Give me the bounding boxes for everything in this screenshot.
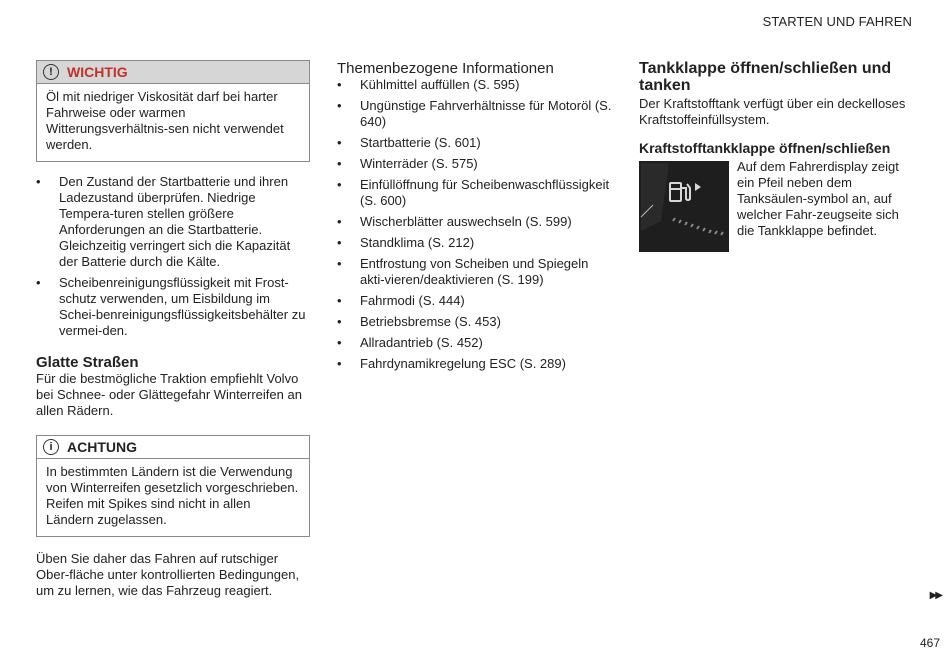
fuel-flap-subheading: Kraftstofftankklappe öffnen/schließen (639, 140, 891, 156)
list-item[interactable]: • Einfüllöffnung für Scheibenwaschflüssigkeit (S. 600) (337, 177, 612, 209)
column-right (639, 60, 914, 252)
column-middle (337, 60, 612, 377)
info-icon: i (43, 439, 59, 455)
list-item[interactable]: • Kühlmittel auffüllen (S. 595) (337, 77, 612, 93)
winter-tips-list (36, 174, 310, 339)
warning-body: Öl mit niedriger Viskosität darf bei harter Fahrweise oder warmen Witterungsverhältnis-sen nicht verwendet werden. (46, 89, 284, 152)
page-number: 467 (919, 636, 940, 650)
warning-title: WICHTIG (67, 64, 128, 80)
list-item[interactable]: • Standklima (S. 212) (337, 235, 612, 251)
caution-title: ACHTUNG (67, 439, 137, 455)
list-item[interactable]: • Ungünstige Fahrverhältnisse für Motoröl (S. 640) (337, 98, 612, 130)
warning-box-important (36, 60, 310, 162)
column-left (36, 60, 310, 599)
list-item: • Scheibenreinigungsflüssigkeit mit Frost-schutz verwenden, um Eisbildung im Schei-benreinigungsflüssigkeitsbehälter zu vermei-den. (36, 275, 310, 339)
fuel-flap-text: Auf dem Fahrerdisplay zeigt ein Pfeil neben dem Tanksäulen-symbol an, auf welcher Fahr-zeugseite sich die Tankklappe befindet. (737, 159, 899, 238)
list-item[interactable]: • Entfrostung von Scheiben und Spiegeln akti-vieren/deaktivieren (S. 199) (337, 256, 612, 288)
related-info-list (337, 77, 612, 372)
fuel-section-heading: Tankklappe öffnen/schließen und tanken (639, 60, 892, 94)
slippery-roads-text: Für die bestmögliche Traktion empfiehlt Volvo bei Schnee- oder Glättegefahr Winterreifen an allen Rädern. (36, 371, 302, 418)
list-item[interactable]: • Fahrdynamikregelung ESC (S. 289) (337, 356, 612, 372)
section-header: STARTEN UND FAHREN (762, 14, 912, 29)
practice-text: Üben Sie daher das Fahren auf rutschiger Ober-fläche unter kontrollierten Bedingungen, um zu lernen, wie das Fahrzeug reagiert. (36, 551, 300, 598)
exclamation-icon: ! (43, 64, 59, 80)
warning-box-header (37, 61, 309, 84)
list-item[interactable]: • Startbatterie (S. 601) (337, 135, 612, 151)
caution-box-header (37, 436, 309, 459)
fuel-pump-arrow-icon (639, 161, 729, 252)
list-item[interactable]: • Allradantrieb (S. 452) (337, 335, 612, 351)
list-item[interactable]: • Fahrmodi (S. 444) (337, 293, 612, 309)
related-info-heading: Themenbezogene Informationen (337, 60, 554, 77)
slippery-roads-heading: Glatte Straßen (36, 354, 139, 371)
caution-box (36, 435, 310, 537)
fuel-intro-text: Der Kraftstofftank verfügt über ein deckelloses Kraftstoffeinfüllsystem. (639, 96, 906, 127)
list-item[interactable]: • Wischerblätter auswechseln (S. 599) (337, 214, 612, 230)
list-item: • Den Zustand der Startbatterie und ihren Ladezustand überprüfen. Niedrige Tempera-turen stellen größere Anforderungen an die Startbatterie. Gleichzeitig verringert sich die Kapazität der Batterie durch die Kälte. (36, 174, 310, 270)
caution-body: In bestimmten Ländern ist die Verwendung von Winterreifen gesetzlich vorgeschrieben. Reifen mit Spikes sind nicht in allen Ländern zugelassen. (46, 464, 299, 527)
double-arrow-right-icon[interactable]: ▶▶ (929, 590, 941, 601)
fuel-flap-block (639, 159, 914, 239)
list-item[interactable]: • Betriebsbremse (S. 453) (337, 314, 612, 330)
driver-display-illustration (639, 161, 729, 252)
list-item[interactable]: • Winterräder (S. 575) (337, 156, 612, 172)
